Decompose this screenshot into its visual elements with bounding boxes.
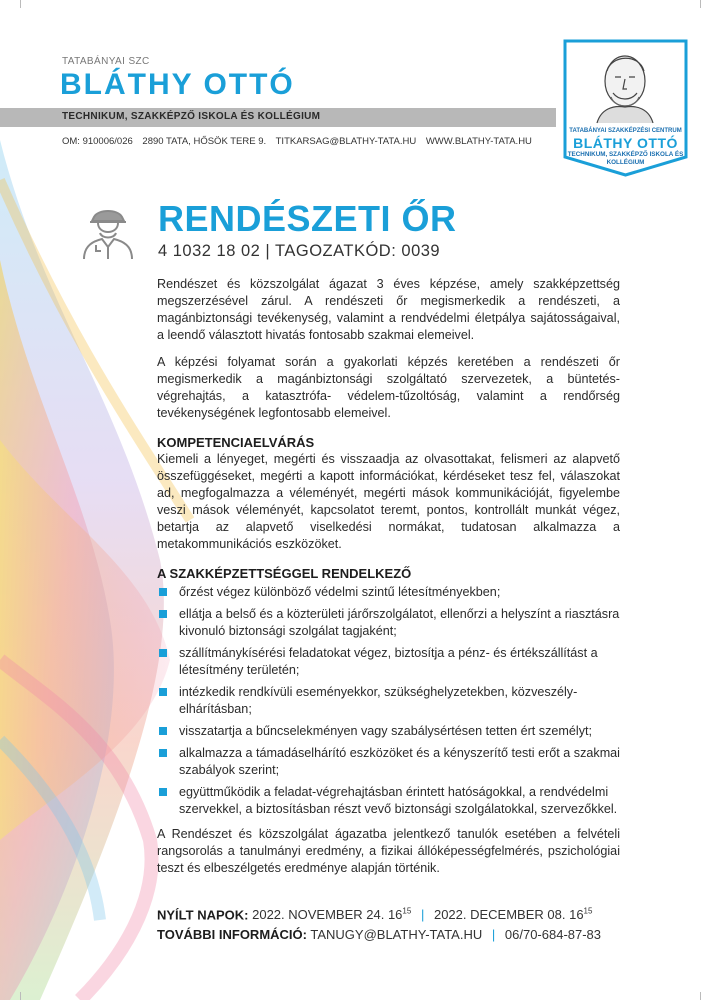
logo-line-2: BLÁTHY OTTÓ: [573, 135, 678, 151]
email-link[interactable]: TITKARSAG@BLATHY-TATA.HU: [275, 136, 417, 147]
qualified-heading: A SZAKKÉPZETTSÉGGEL RENDELKEZŐ: [157, 566, 412, 581]
open-days-label: NYÍLT NAPOK:: [157, 907, 249, 923]
logo-line-1: TATABÁNYAI SZAKKÉPZÉSI CENTRUM: [569, 128, 682, 134]
address: 2890 TATA, HŐSÖK TERE 9.: [142, 136, 267, 147]
separator: |: [420, 907, 425, 923]
list-item-text: őrzést végez különböző védelmi szintű létesítményekben;: [179, 585, 501, 599]
list-item: [157, 745, 620, 779]
list-item: [157, 584, 620, 601]
open-day-date-2: 2022. DECEMBER 08. $16^{15}$: [433, 907, 593, 923]
crop-mark: [20, 0, 21, 8]
closing-paragraph: A Rendészet és közszolgálat ágazatba jelentkező tanulók esetében a felvételi rangsorolás a tanulmányi eredmény, a fizikai állóképességfelmérés, pszichológiai teszt és elbeszélgetés eredménye alapján történik.: [157, 827, 620, 875]
list-item: [157, 645, 620, 679]
main-content: [157, 276, 620, 887]
contact-line: [62, 136, 539, 147]
list-item-text: alkalmazza a támadáselhárító eszközöket és a kényszerítő testi erőt a szakmai szabályok szerint;: [179, 746, 620, 777]
program-title: RENDÉSZETI ŐR: [158, 198, 457, 239]
list-item-text: szállítmánykísérési feladatokat végez, biztosítja a pénz- és értékszállítást a létesítmény területén;: [179, 646, 598, 677]
list-item-text: intézkedik rendkívüli eseményekkor, szükséghelyzetekben, közveszély-elhárításban;: [179, 685, 578, 716]
school-name: BLÁTHY OTTÓ: [60, 68, 295, 101]
info-email-link[interactable]: TANUGY@BLATHY-TATA.HU: [310, 927, 483, 943]
footer: [157, 907, 677, 947]
competence-heading: KOMPETENCIAELVÁRÁS: [157, 435, 315, 450]
list-item: [157, 784, 620, 818]
bullet-square-icon: [159, 588, 167, 596]
program-code: 4 1032 18 02 | TAGOZATKÓD: 0039: [158, 242, 441, 260]
list-item: [157, 684, 620, 718]
open-day-date-1: 2022. NOVEMBER 24. $16^{15}$: [252, 907, 412, 923]
intro-paragraph: Rendészet és közszolgálat ágazat 3 éves képzése, amely szakképzettség megszerzésével zárul. A rendészeti őr megismerkedik a rendészeti, a magánbiztonsági tevékenység, valamint a rendvédelmi életpálya sajátosságaival, a leendő választott hivatás fontosabb szakmai elemeivel.: [157, 277, 620, 342]
bullet-square-icon: [159, 788, 167, 796]
crop-mark: [20, 992, 21, 1000]
open-days-row: [157, 907, 677, 922]
bullet-square-icon: [159, 610, 167, 618]
bullet-square-icon: [159, 727, 167, 735]
list-item: [157, 606, 620, 640]
info-phone[interactable]: 06/70-684-87-83: [504, 927, 602, 943]
list-item-text: együttműködik a feladat-végrehajtásban érintett hatóságokkal, a rendvédelmi szervekkel, a biztosításban részt vevő biztonsági szolgálatokkal, szervezőkkel.: [179, 785, 618, 816]
qualified-list: [157, 584, 620, 818]
list-item: [157, 723, 620, 740]
crop-mark: [700, 0, 701, 8]
list-item-text: visszatartja a bűncselekményen vagy szabálysértésen tetten ért személyt;: [179, 724, 592, 738]
info-label: TOVÁBBI INFORMÁCIÓ:: [157, 927, 307, 943]
training-paragraph: A képzési folyamat során a gyakorlati képzés keretében a rendészeti őr megismerkedik a magánbiztonsági szolgáltató szervezetek, a büntetés-végrehajtás, a katasztrófa- védelem-tűzoltóság, valamint a rendőrség tevékenységének legfontosabb elemeivel.: [157, 355, 620, 420]
bullet-square-icon: [159, 688, 167, 696]
logo-line-3: TECHNIKUM, SZAKKÉPZŐ ISKOLA ÉS KOLLÉGIUM: [567, 151, 684, 166]
security-officer-icon: [78, 205, 138, 259]
school-logo: [563, 39, 688, 177]
info-row: [157, 927, 677, 942]
website-link[interactable]: WWW.BLATHY-TATA.HU: [425, 136, 532, 147]
crop-mark: [700, 992, 701, 1000]
separator: |: [491, 927, 496, 943]
competence-text: Kiemeli a lényeget, megérti és visszaadja az olvasottakat, felismeri az alapvető összefüggéseket, megérti a kapott információkat, kérdéseket tesz fel, válaszokat ad, megfogalmazza a véleményét, megérti mások kommunikációját, figyelembe veszi mások véleményét, kapcsolatot teremt, pontos, kontrollált munkát végez, betartja az alapvető viselkedési normákat, tudatosan alkalmazza a metakommunikációs eszközöket.: [157, 452, 620, 551]
bullet-square-icon: [159, 749, 167, 757]
om-code: OM: 910006/026: [62, 136, 133, 147]
bullet-square-icon: [159, 649, 167, 657]
szc-label: TATABÁNYAI SZC: [62, 56, 150, 67]
list-item-text: ellátja a belső és a közterületi járőrszolgálatot, ellenőrzi a helyszínt a riasztásra kivonuló biztonsági szolgálat tagjaként;: [179, 607, 620, 638]
school-subtitle: TECHNIKUM, SZAKKÉPZŐ ISKOLA ÉS KOLLÉGIUM: [62, 111, 321, 122]
